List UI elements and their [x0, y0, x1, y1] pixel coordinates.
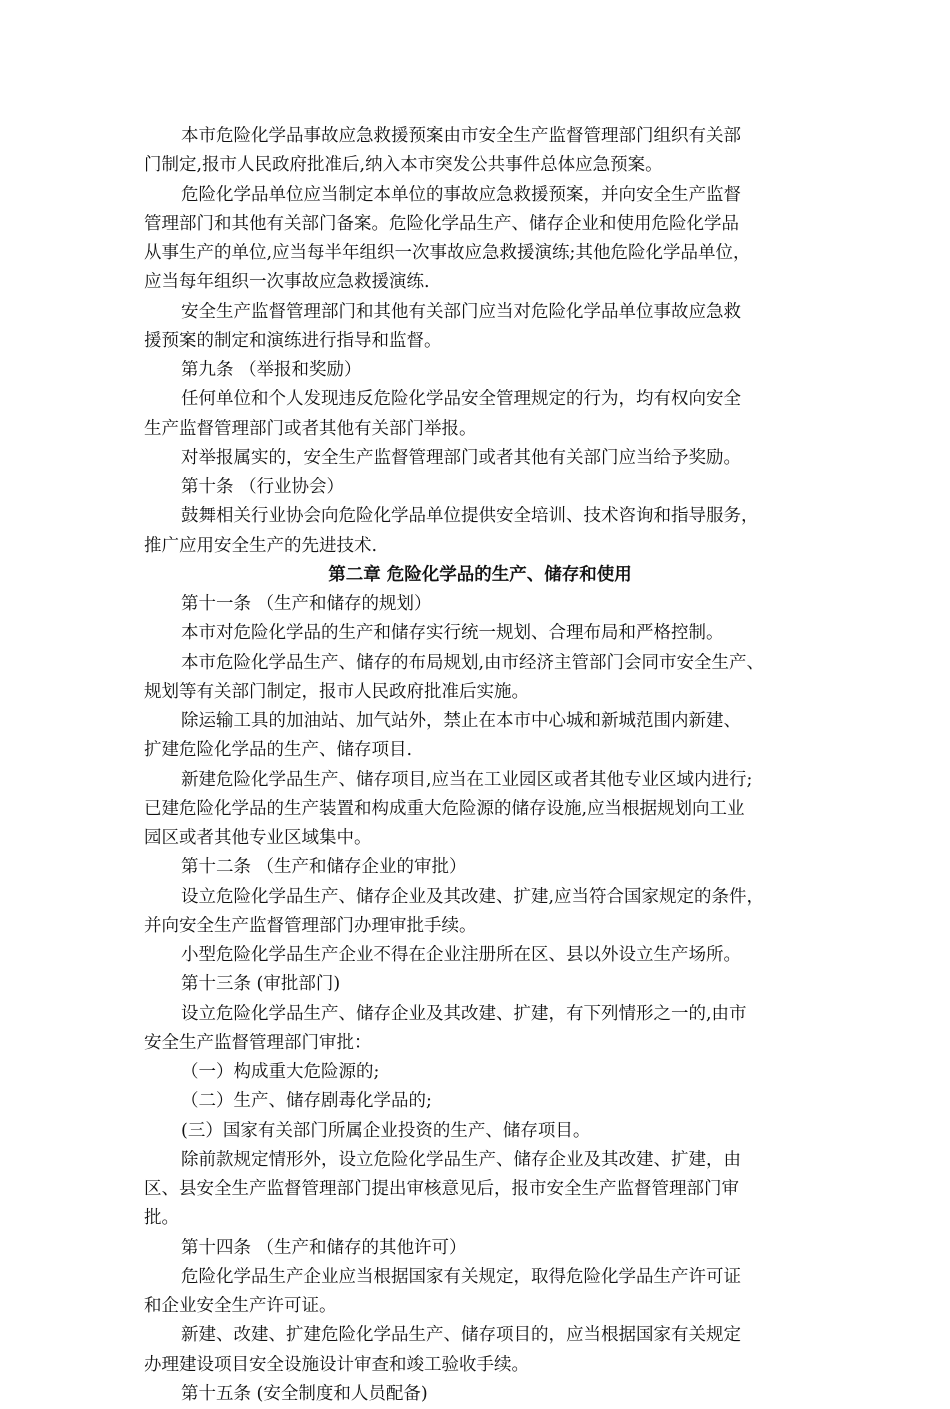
text-line: 安全生产监督管理部门和其他有关部门应当对危险化学品单位事故应急救: [181, 301, 741, 322]
text-line: 除前款规定情形外，设立危险化学品生产、储存企业及其改建、扩建，由: [181, 1149, 741, 1170]
text-line: 第十条 （行业协会）: [181, 477, 345, 497]
text-line: 危险化学品单位应当制定本单位的事故应急救援预案，并向安全生产监督: [181, 184, 741, 205]
text-line: 鼓舞相关行业协会向危险化学品单位提供安全培训、技术咨询和指导服务，: [181, 506, 759, 527]
text-line: 除运输工具的加油站、加气站外，禁止在本市中心城和新城范围内新建、: [181, 711, 741, 731]
chapter-heading: 第二章 危险化学品的生产、储存和使用: [328, 564, 632, 585]
text-line: （二）生产、储存剧毒化学品的;: [181, 1091, 432, 1112]
text-line: 从事生产的单位,应当每半年组织一次事故应急救援演练;其他危险化学品单位，: [144, 243, 751, 263]
text-line: 规划等有关部门制定，报市人民政府批准后实施。: [144, 681, 529, 702]
text-line: 门制定,报市人民政府批准后,纳入本市突发公共事件总体应急预案。: [144, 155, 663, 176]
text-line: 本市危险化学品事故应急救援预案由市安全生产监督管理部门组织有关部: [181, 126, 741, 146]
text-line: 和企业安全生产许可证。: [144, 1296, 337, 1316]
text-line: 第十五条 (安全制度和人员配备): [181, 1383, 428, 1404]
text-line: 区、县安全生产监督管理部门提出审核意见后，报市安全生产监督管理部门审: [144, 1179, 739, 1199]
text-line: 推广应用安全生产的先进技术.: [144, 535, 378, 556]
text-line: 批。: [144, 1208, 179, 1229]
text-line: 小型危险化学品生产企业不得在企业注册所在区、县以外设立生产场所。: [181, 945, 741, 965]
text-line: 办理建设项目安全设施设计审查和竣工验收手续。: [144, 1354, 529, 1375]
text-line: 本市危险化学品生产、储存的布局规划,由市经济主管部门会同市安全生产、: [181, 652, 765, 673]
text-line: 园区或者其他专业区域集中。: [144, 828, 372, 848]
text-line: 危险化学品生产企业应当根据国家有关规定，取得危险化学品生产许可证: [181, 1266, 741, 1287]
text-line: （一）构成重大危险源的;: [181, 1062, 380, 1082]
text-line: 新建、改建、扩建危险化学品生产、储存项目的，应当根据国家有关规定: [181, 1325, 741, 1346]
text-line: 设立危险化学品生产、储存企业及其改建、扩建,应当符合国家规定的条件，: [181, 886, 765, 907]
text-line: (三）国家有关部门所属企业投资的生产、储存项目。: [181, 1120, 591, 1141]
text-line: 设立危险化学品生产、储存企业及其改建、扩建，有下列情形之一的,由市: [181, 1003, 747, 1024]
text-line: 对举报属实的，安全生产监督管理部门或者其他有关部门应当给予奖励。: [181, 447, 741, 468]
text-line: 第九条 （举报和奖励）: [181, 360, 362, 380]
text-line: 安全生产监督管理部门审批：: [144, 1032, 372, 1053]
text-line: 第十一条 （生产和储存的规划）: [181, 594, 432, 614]
text-line: 第十二条 （生产和储存企业的审批）: [181, 857, 467, 878]
text-line: 管理部门和其他有关部门备案。危险化学品生产、储存企业和使用危险化学品: [144, 213, 739, 234]
text-line: 并向安全生产监督管理部门办理审批手续。: [144, 915, 477, 936]
text-line: 已建危险化学品的生产装置和构成重大危险源的储存设施,应当根据规划向工业: [144, 798, 745, 819]
text-line: 任何单位和个人发现违反危险化学品安全管理规定的行为，均有权向安全: [181, 389, 741, 410]
document-page: [144, 122, 816, 1409]
text-line: 生产监督管理部门或者其他有关部门举报。: [144, 418, 477, 439]
text-line: 应当每年组织一次事故应急救援演练.: [144, 272, 430, 293]
text-line: 第十三条 (审批部门): [181, 974, 341, 995]
text-line: 扩建危险化学品的生产、储存项目.: [144, 740, 413, 761]
text-line: 本市对危险化学品的生产和储存实行统一规划、合理布局和严格控制。: [181, 623, 724, 644]
text-line: 援预案的制定和演练进行指导和监督。: [144, 330, 442, 351]
text-line: 新建危险化学品生产、储存项目,应当在工业园区或者其他专业区域内进行;: [181, 769, 753, 790]
text-line: 第十四条 （生产和储存的其他许可）: [181, 1237, 467, 1258]
